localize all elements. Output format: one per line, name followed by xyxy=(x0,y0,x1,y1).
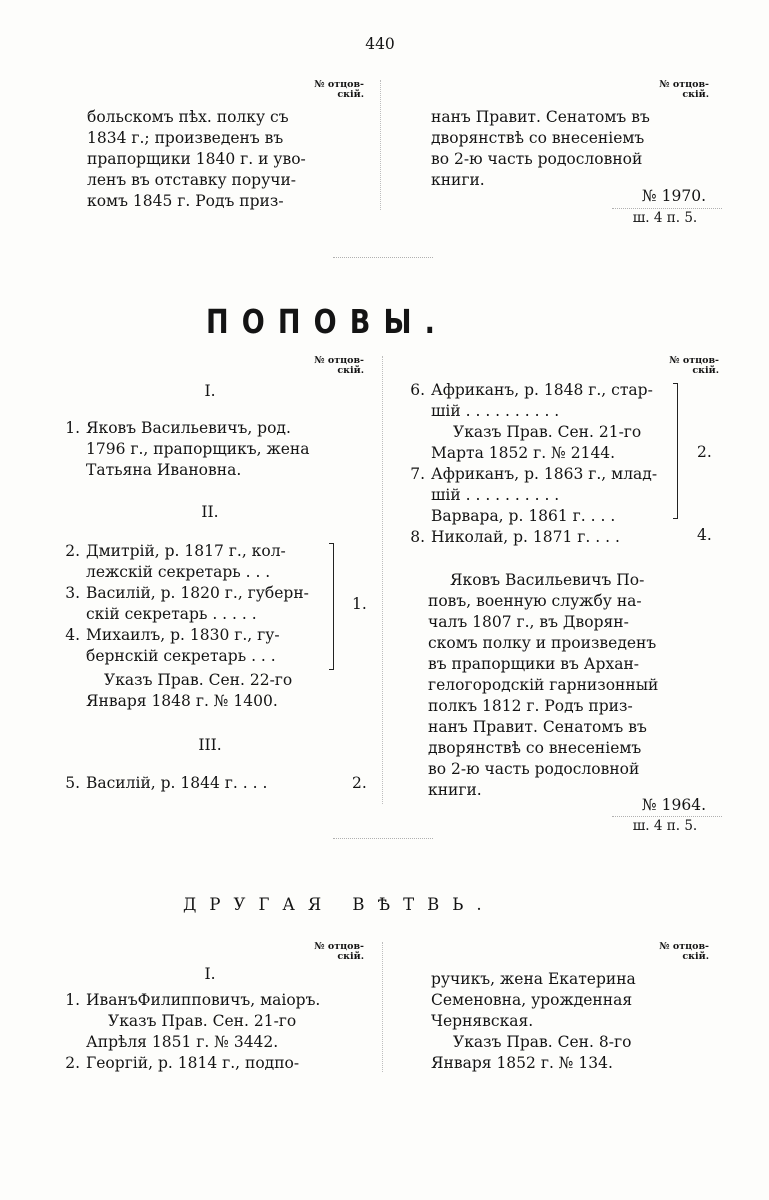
section-separator xyxy=(333,838,433,839)
biography-text: Яковъ Васильевичъ По- повъ, военную службу на- чалъ 1807 г., въ Дворян- скомъ полку и произведенъ въ прапорщики въ Архан- гелогородскій гарнизонный полкъ 1812 г. Родъ приз- нанъ Правит. Сенатомъ въ дворянствѣ со внесеніемъ во 2-ю часть родословной книги. xyxy=(428,571,659,799)
column-header-right: № отцов- скій. xyxy=(659,79,709,100)
record-number: № 1964. xyxy=(642,796,706,814)
record-rule xyxy=(612,816,722,817)
record-number: № 1970. xyxy=(642,187,706,205)
section-separator xyxy=(333,257,433,258)
column-header-right: № отцов- скій. xyxy=(659,941,709,962)
generation-heading: I. xyxy=(204,965,216,983)
generation-heading: I. xyxy=(204,382,216,400)
shelf-mark: ш. 4 п. 5. xyxy=(632,818,698,834)
father-number: 1. xyxy=(352,595,367,613)
father-number: 2. xyxy=(352,774,367,792)
shelf-mark: ш. 4 п. 5. xyxy=(632,210,698,226)
column-header-left: № отцов- скій. xyxy=(314,79,364,100)
section-title: ПОПОВЫ. xyxy=(206,302,449,341)
genealogy-entry: 1. Яковъ Васильевичъ, род. 1796 г., прапорщикъ, жена Татьяна Ивановна. xyxy=(65,419,310,479)
top-left-text: больскомъ пѣх. полку съ 1834 г.; произведенъ въ прапорщики 1840 г. и уво- ленъ въ отставку поручи- комъ 1845 г. Родъ приз- xyxy=(87,108,306,210)
record-rule xyxy=(612,208,722,209)
column-divider xyxy=(382,356,383,804)
genealogy-entry: 6. Африканъ, р. 1848 г., стар- шій . . . . . . . . . . Указъ Прав. Сен. 21-го Марта 1852 г. № 2144. 7. Африканъ, р. 1863 г., млад- шій . . . . . . . . . . Варвара, р. 1861 г. . . . 8. Николай, р. 1871 г. . . . xyxy=(410,381,658,546)
father-number: 2. xyxy=(697,443,712,461)
genealogy-entry: 1. ИванъФилипповичъ, маіоръ. Указъ Прав. Сен. 21-го Апрѣля 1851 г. № 3442. 2. Георгій, р. 1814 г., подпо- xyxy=(65,991,321,1072)
top-right-text: нанъ Правит. Сенатомъ въ дворянствѣ со внесеніемъ во 2-ю часть родословной книги. xyxy=(431,108,650,189)
decree-note: Указъ Прав. Сен. 22-го Января 1848 г. № 1400. xyxy=(86,671,293,710)
column-divider xyxy=(380,80,381,210)
branch-title: ДРУГАЯ ВѢТВЬ. xyxy=(183,895,495,914)
generation-heading: II. xyxy=(201,503,219,521)
column-header-left: № отцов- скій. xyxy=(314,355,364,376)
generation-heading: III. xyxy=(198,736,222,754)
father-number: 4. xyxy=(697,526,712,544)
column-header-right: № отцов- скій. xyxy=(669,355,719,376)
column-divider xyxy=(382,942,383,1072)
genealogy-entry: 2. Дмитрій, р. 1817 г., кол- лежскій секретарь . . . 3. Василій, р. 1820 г., губерн- скій секретарь . . . . . 4. Михаилъ, р. 1830 г., гу- бернскій секретарь . . . xyxy=(65,542,309,665)
bracket xyxy=(673,383,678,519)
bracket xyxy=(329,543,334,670)
page-number: 440 xyxy=(365,35,395,53)
column-header-left: № отцов- скій. xyxy=(314,941,364,962)
genealogy-entry-continued: ручикъ, жена Екатерина Семеновна, урожденная Чернявская. Указъ Прав. Сен. 8-го Января 1852 г. № 134. xyxy=(431,970,636,1072)
genealogy-entry: 5. Василій, р. 1844 г. . . . xyxy=(65,774,268,792)
